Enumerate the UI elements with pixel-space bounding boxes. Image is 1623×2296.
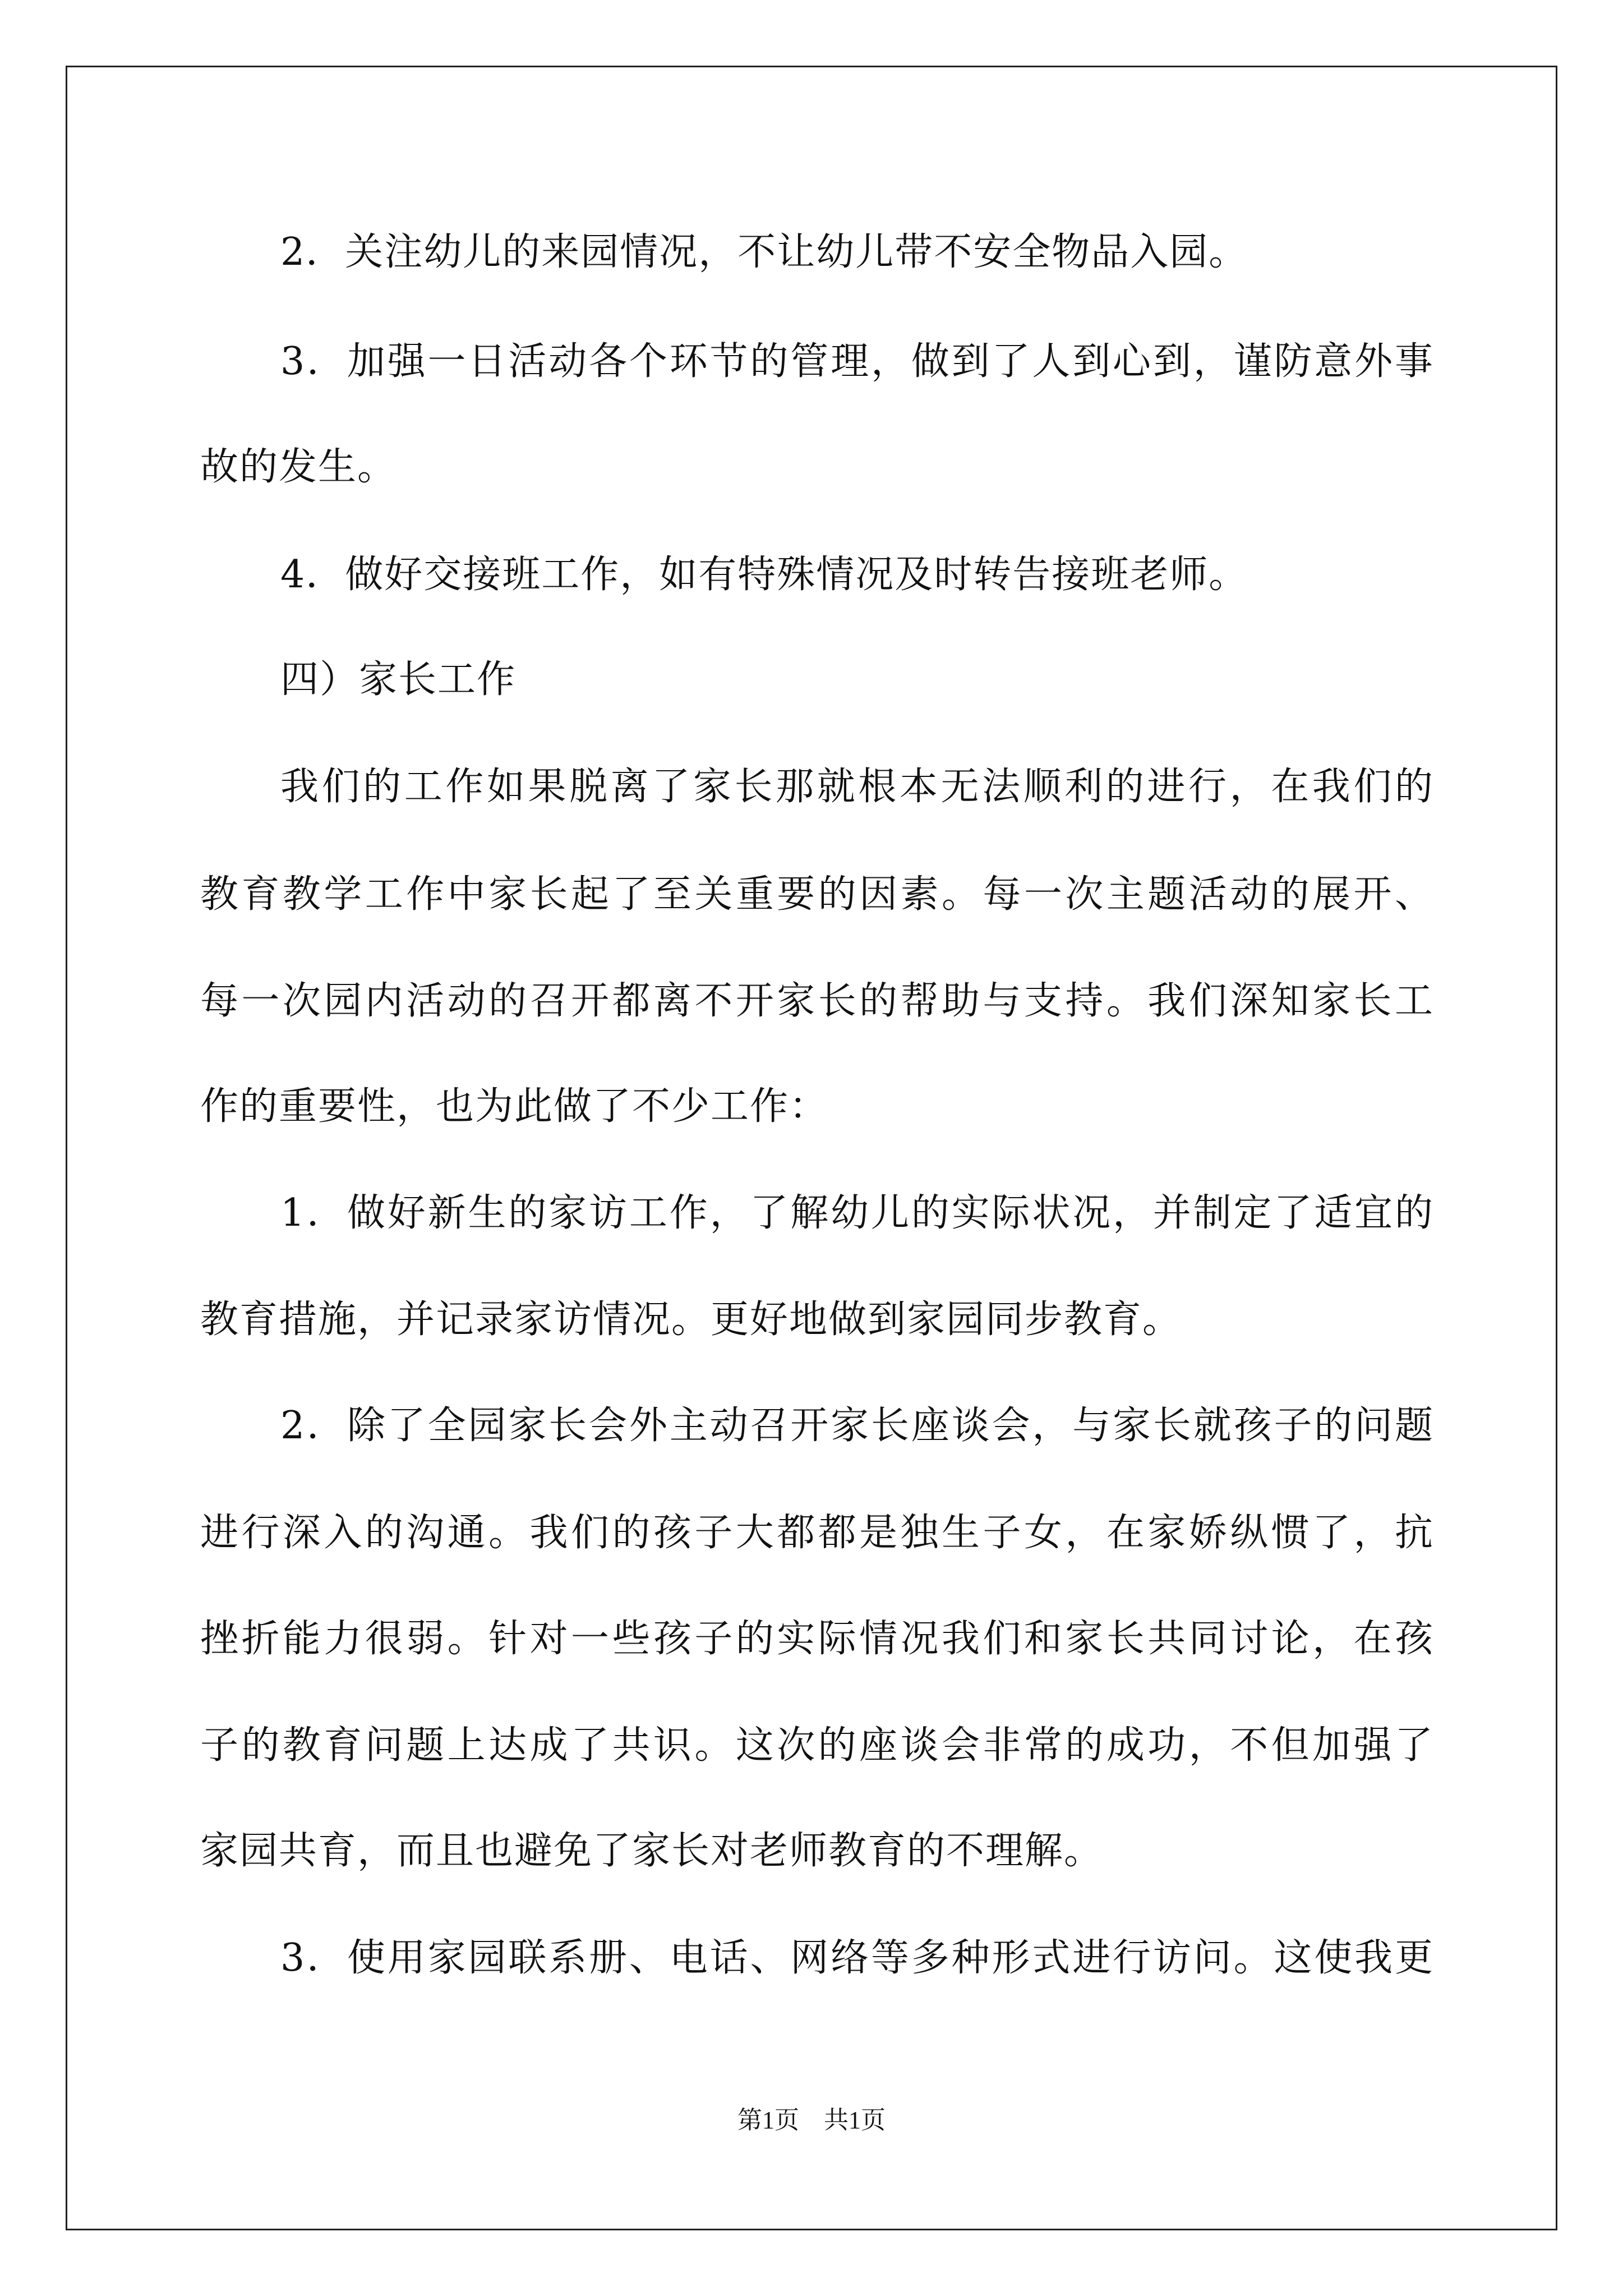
paragraph-line: 4．做好交接班工作，如有特殊情况及时转告接班老师。 [280,553,1248,597]
paragraph-line: 2．关注幼儿的来园情况，不让幼儿带不安全物品入园。 [280,230,1248,274]
paragraph-line: 1．做好新生的家访工作，了解幼儿的实际状况，并制定了适宜的 [280,1191,1434,1235]
paragraph-line: 我们的工作如果脱离了家长那就根本无法顺利的进行，在我们的 [280,765,1434,809]
paragraph-line: 3．加强一日活动各个环节的管理，做到了人到心到，谨防意外事 [280,339,1434,384]
paragraph-line: 进行深入的沟通。我们的孩子大都都是独生子女，在家娇纵惯了，抗 [200,1511,1434,1555]
paragraph-line: 子的教育问题上达成了共识。这次的座谈会非常的成功，不但加强了 [200,1723,1434,1768]
paragraph-line: 教育措施，并记录家访情况。更好地做到家园同步教育。 [200,1297,1182,1342]
paragraph-line: 故的发生。 [200,445,397,489]
section-heading: 四）家长工作 [280,657,517,702]
paragraph-line: 每一次园内活动的召开都离不开家长的帮助与支持。我们深知家长工 [200,979,1434,1023]
page-footer: 第1页 共1页 [737,2106,886,2134]
paragraph-line: 作的重要性，也为此做了不少工作： [200,1084,829,1129]
paragraph-line: 挫折能力很弱。针对一些孩子的实际情况我们和家长共同讨论，在孩 [200,1617,1434,1661]
paragraph-line: 2．除了全园家长会外主动召开家长座谈会，与家长就孩子的问题 [280,1404,1434,1448]
page-border [66,66,1557,2230]
paragraph-line: 教育教学工作中家长起了至关重要的因素。每一次主题活动的展开、 [200,872,1434,917]
paragraph-line: 家园共育，而且也避免了家长对老师教育的不理解。 [200,1829,1104,1873]
paragraph-line: 3．使用家园联系册、电话、网络等多种形式进行访问。这使我更 [280,1936,1434,1980]
